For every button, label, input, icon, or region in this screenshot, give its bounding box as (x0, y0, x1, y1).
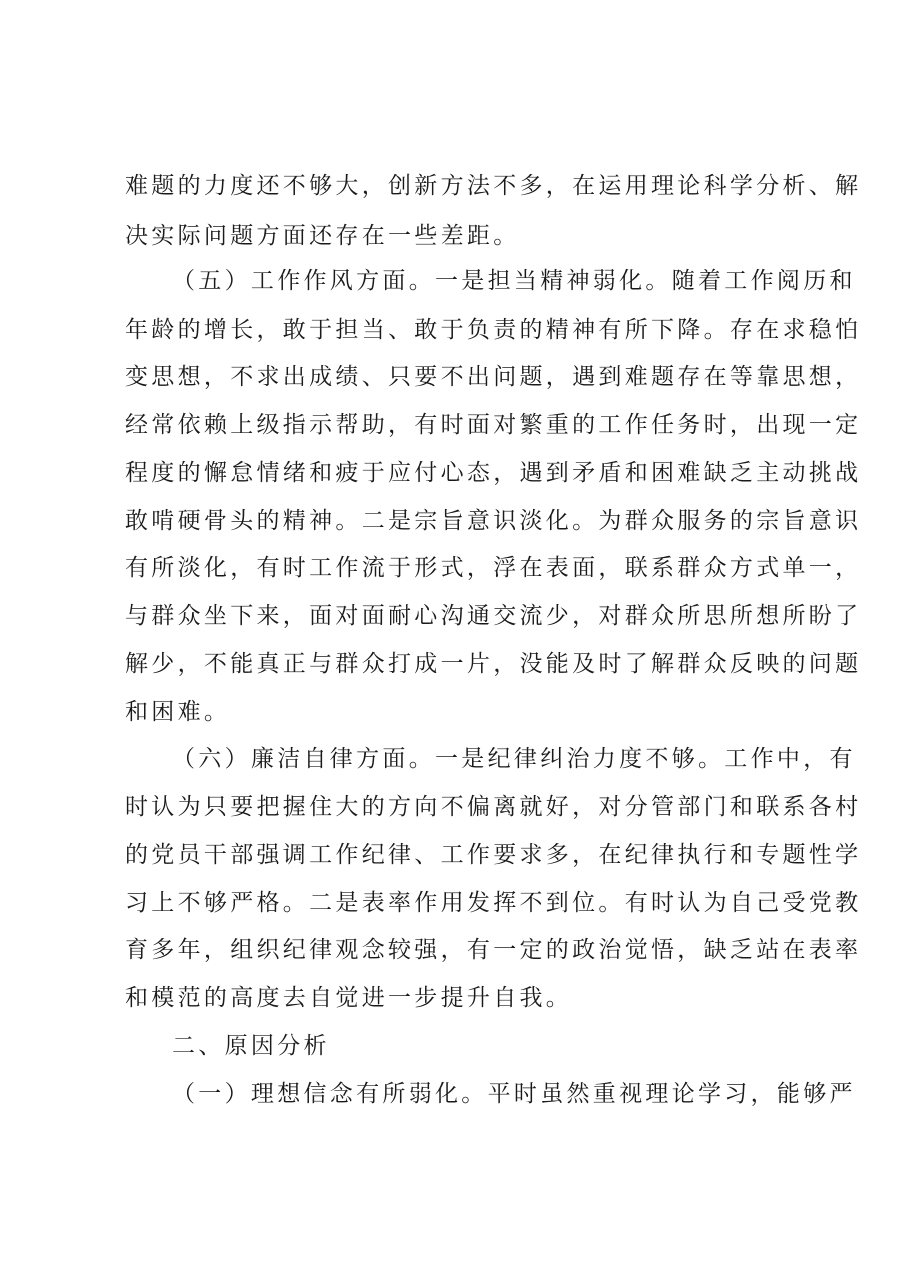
section-heading-cause-analysis: 二、原因分析 (172, 1033, 330, 1059)
text-line: 与群众坐下来，面对面耐心沟通交流少，对群众所思所想所盼了 (125, 603, 862, 629)
text-line: 敢啃硬骨头的精神。二是宗旨意识淡化。为群众服务的宗旨意识 (125, 508, 862, 534)
text-line: 有所淡化，有时工作流于形式，浮在表面，联系群众方式单一， (125, 555, 862, 581)
text-line: 时认为只要把握住大的方向不偏离就好，对分管部门和联系各村 (125, 794, 862, 820)
section-6-heading-line: （六）廉洁自律方面。一是纪律纠治力度不够。工作中，有 (172, 746, 856, 772)
text-line: 解少，不能真正与群众打成一片，没能及时了解群众反映的问题 (125, 651, 862, 677)
text-line: 习上不够严格。二是表率作用发挥不到位。有时认为自己受党教 (125, 890, 862, 916)
text-line: 经常依赖上级指示帮助，有时面对繁重的工作任务时，出现一定 (125, 412, 862, 438)
section-5-heading-line: （五）工作作风方面。一是担当精神弱化。随着工作阅历和 (172, 268, 856, 294)
text-line: 育多年，组织纪律观念较强，有一定的政治觉悟，缺乏站在表率 (125, 937, 862, 963)
text-line: 难题的力度还不够大，创新方法不多，在运用理论科学分析、解 (125, 173, 862, 199)
text-line: 的党员干部强调工作纪律、工作要求多，在纪律执行和专题性学 (125, 842, 862, 868)
subsection-1-heading-line: （一）理想信念有所弱化。平时虽然重视理论学习，能够严 (172, 1081, 856, 1107)
text-line: 程度的懈怠情绪和疲于应付心态，遇到矛盾和困难缺乏主动挑战 (125, 460, 862, 486)
text-line: 和困难。 (125, 699, 231, 725)
text-line: 年龄的增长，敢于担当、敢于负责的精神有所下降。存在求稳怕 (125, 317, 862, 343)
text-line: 变思想，不求出成绩、只要不出问题，遇到难题存在等靠思想， (125, 364, 862, 390)
text-line: 和模范的高度去自觉进一步提升自我。 (125, 985, 573, 1011)
text-line: 决实际问题方面还存在一些差距。 (125, 223, 520, 249)
